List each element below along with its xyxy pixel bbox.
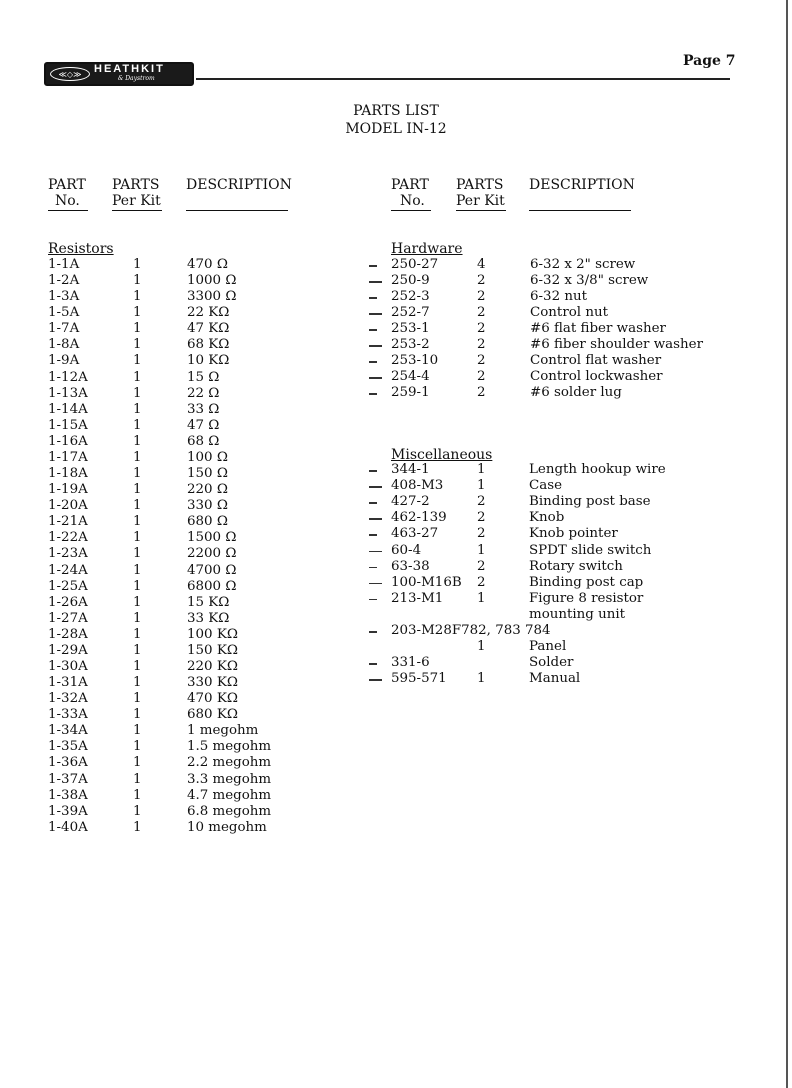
part-number: 1-9A xyxy=(48,353,80,369)
part-number: 1-3A xyxy=(48,289,80,305)
part-number: 1-37A xyxy=(48,771,88,787)
part-number: 1-16A xyxy=(48,433,88,449)
right-header-description: DESCRIPTION xyxy=(529,177,635,193)
description: 1 megohm xyxy=(187,723,259,739)
header-rule xyxy=(196,78,730,80)
description: Length hookup wire xyxy=(529,462,666,477)
part-number: 1-33A xyxy=(48,707,88,723)
description: #6 flat fiber washer xyxy=(530,321,666,336)
check-mark xyxy=(369,534,377,536)
part-number: 1-8A xyxy=(48,337,80,353)
description: 10 KΩ xyxy=(187,353,230,369)
quantity: 1 xyxy=(477,671,486,687)
quantity: 1 xyxy=(133,787,142,803)
part-number: 253-10 xyxy=(391,353,439,368)
check-mark xyxy=(369,583,382,585)
left-header-description-underline xyxy=(186,210,288,211)
quantity: 1 xyxy=(133,610,142,626)
part-number: 408-M3 xyxy=(391,478,444,494)
part-number: 1-28A xyxy=(48,626,88,642)
quantity: 1 xyxy=(133,273,142,289)
part-number: 1-1A xyxy=(48,257,80,272)
logo-subtitle: & Daystrom xyxy=(118,75,155,82)
title-line-2: MODEL IN-12 xyxy=(345,121,447,137)
part-number: 1-5A xyxy=(48,305,80,321)
part-number: 1-26A xyxy=(48,594,88,610)
description: Panel xyxy=(529,639,567,655)
quantity: 1 xyxy=(133,433,142,449)
check-mark xyxy=(369,567,377,569)
part-number: 213-M1 xyxy=(391,590,444,606)
check-mark xyxy=(369,486,382,488)
part-number: 1-34A xyxy=(48,723,88,739)
part-number: 1-7A xyxy=(48,321,80,337)
description: 3300 Ω xyxy=(187,289,237,305)
description: 6-32 x 3/8" screw xyxy=(530,273,649,288)
description: Knob xyxy=(529,510,565,526)
quantity: 1 xyxy=(133,707,142,723)
description: Figure 8 resistor xyxy=(529,590,644,606)
part-number: 1-40A xyxy=(48,819,88,835)
description: 220 Ω xyxy=(187,482,228,498)
check-mark xyxy=(369,663,377,665)
part-number: 250-27 xyxy=(391,257,439,272)
description: 4700 Ω xyxy=(187,562,237,578)
description: 470 KΩ xyxy=(187,691,238,707)
part-number: 1-38A xyxy=(48,787,88,803)
right-header-no-underline xyxy=(391,210,431,211)
part-number: 253-1 xyxy=(391,321,430,336)
section-hardware: Hardware xyxy=(391,241,463,257)
part-number: 1-30A xyxy=(48,659,88,674)
description: Rotary switch xyxy=(529,558,623,574)
quantity: 2 xyxy=(477,353,486,368)
part-number: 252-7 xyxy=(391,305,430,320)
description: 47 Ω xyxy=(187,417,220,433)
quantity: 1 xyxy=(133,498,142,514)
section-resistors: Resistors xyxy=(48,241,114,257)
left-header-per-kit: Per Kit xyxy=(112,193,161,209)
heathkit-logo xyxy=(44,62,194,86)
part-number: 1-19A xyxy=(48,482,88,498)
part-number: 1-31A xyxy=(48,675,88,691)
part-number: 1-18A xyxy=(48,466,88,482)
quantity: 1 xyxy=(133,642,142,658)
check-mark xyxy=(369,393,377,395)
left-header-no: No. xyxy=(55,193,80,209)
description: 68 Ω xyxy=(187,433,220,449)
quantity: 1 xyxy=(133,466,142,482)
description: mounting unit xyxy=(529,606,626,622)
check-mark xyxy=(369,329,377,331)
description: 6-32 nut xyxy=(530,289,587,304)
description: Binding post base xyxy=(529,494,651,510)
description: 220 KΩ xyxy=(187,659,238,674)
quantity: 1 xyxy=(133,819,142,835)
quantity: 1 xyxy=(133,289,142,305)
check-mark xyxy=(369,679,382,681)
quantity: 1 xyxy=(133,723,142,739)
part-number: 331-6 xyxy=(391,655,430,671)
quantity: 1 xyxy=(133,257,142,272)
page-number: Page 7 xyxy=(683,53,736,69)
quantity: 1 xyxy=(477,590,486,606)
part-number: 1-23A xyxy=(48,546,88,562)
check-mark xyxy=(369,265,377,267)
description: 330 KΩ xyxy=(187,675,238,691)
part-number: 1-35A xyxy=(48,739,88,755)
description: 10 megohm xyxy=(187,819,267,835)
part-number: 462-139 xyxy=(391,510,447,526)
description: 470 Ω xyxy=(187,257,228,272)
part-number: 1-32A xyxy=(48,691,88,707)
quantity: 1 xyxy=(133,755,142,771)
part-number: 1-39A xyxy=(48,803,88,819)
quantity: 1 xyxy=(133,546,142,562)
quantity: 1 xyxy=(133,369,142,385)
part-number: 203-M28F782, 783 784 xyxy=(391,623,551,638)
part-number: 60-4 xyxy=(391,542,422,558)
part-number: 344-1 xyxy=(391,462,430,477)
check-mark xyxy=(369,551,382,553)
left-header-part: PART xyxy=(48,177,86,193)
part-number: 250-9 xyxy=(391,273,430,288)
quantity: 1 xyxy=(133,337,142,353)
description: 15 Ω xyxy=(187,369,220,385)
quantity: 1 xyxy=(133,691,142,707)
quantity: 1 xyxy=(133,385,142,401)
part-number: 1-27A xyxy=(48,610,88,626)
part-number: 595-571 xyxy=(391,671,447,687)
left-header-description: DESCRIPTION xyxy=(186,177,292,193)
part-number: 259-1 xyxy=(391,385,430,400)
description: Knob pointer xyxy=(529,526,618,542)
check-mark xyxy=(369,518,382,520)
part-number: 1-14A xyxy=(48,401,88,417)
quantity: 1 xyxy=(133,562,142,578)
part-number: 1-12A xyxy=(48,369,88,385)
quantity: 2 xyxy=(477,385,486,400)
description: #6 solder lug xyxy=(530,385,622,400)
description: 1.5 megohm xyxy=(187,739,272,755)
check-mark xyxy=(369,345,382,347)
part-number: 1-13A xyxy=(48,385,88,401)
quantity: 1 xyxy=(133,401,142,417)
quantity: 2 xyxy=(477,369,486,384)
quantity: 1 xyxy=(133,803,142,819)
part-number: 1-25A xyxy=(48,578,88,594)
right-header-per-kit-underline xyxy=(456,210,506,211)
description: 22 Ω xyxy=(187,385,220,401)
quantity: 1 xyxy=(133,321,142,337)
right-header-description-underline xyxy=(529,210,631,211)
description: 6800 Ω xyxy=(187,578,237,594)
description: Solder xyxy=(529,655,574,671)
right-header-part: PART xyxy=(391,177,429,193)
title-line-1: PARTS LIST xyxy=(353,103,439,119)
check-mark xyxy=(369,297,377,299)
description: 33 Ω xyxy=(187,401,220,417)
description: Control lockwasher xyxy=(530,369,663,384)
quantity: 2 xyxy=(477,526,486,542)
quantity: 1 xyxy=(133,739,142,755)
quantity: 4 xyxy=(477,257,486,272)
quantity: 2 xyxy=(477,289,486,304)
quantity: 1 xyxy=(133,514,142,530)
check-mark xyxy=(369,281,382,283)
description: 330 Ω xyxy=(187,498,228,514)
quantity: 1 xyxy=(133,675,142,691)
part-number: 1-15A xyxy=(48,417,88,433)
part-number: 254-4 xyxy=(391,369,430,384)
description: 1500 Ω xyxy=(187,530,237,546)
part-number: 1-24A xyxy=(48,562,88,578)
quantity: 1 xyxy=(133,482,142,498)
quantity: 1 xyxy=(133,659,142,674)
quantity: 1 xyxy=(133,449,142,465)
quantity: 1 xyxy=(133,594,142,610)
part-number: 100-M16B xyxy=(391,574,462,590)
check-mark xyxy=(369,313,382,315)
right-header-parts: PARTS xyxy=(456,177,504,193)
description: Control nut xyxy=(530,305,608,320)
part-number: 253-2 xyxy=(391,337,430,352)
left-header-parts: PARTS xyxy=(112,177,160,193)
part-number: 1-2A xyxy=(48,273,80,289)
quantity: 2 xyxy=(477,494,486,510)
right-margin-rule xyxy=(786,0,788,1088)
quantity: 1 xyxy=(133,578,142,594)
quantity: 2 xyxy=(477,558,486,574)
check-mark xyxy=(369,599,377,601)
description: Case xyxy=(529,478,563,494)
quantity: 1 xyxy=(477,462,486,477)
quantity: 1 xyxy=(477,478,486,494)
quantity: 2 xyxy=(477,321,486,336)
description: 2200 Ω xyxy=(187,546,237,562)
section-miscellaneous: Miscellaneous xyxy=(391,447,493,463)
part-number: 1-36A xyxy=(48,755,88,771)
left-header-no-underline xyxy=(48,210,88,211)
description: 33 KΩ xyxy=(187,610,230,626)
description: 22 KΩ xyxy=(187,305,230,321)
description: 15 KΩ xyxy=(187,594,230,610)
quantity: 1 xyxy=(133,417,142,433)
part-number: 1-22A xyxy=(48,530,88,546)
check-mark xyxy=(369,502,377,504)
description: 6-32 x 2" screw xyxy=(530,257,636,272)
quantity: 2 xyxy=(477,273,486,288)
right-header-no: No. xyxy=(400,193,425,209)
description: 100 Ω xyxy=(187,449,228,465)
quantity: 2 xyxy=(477,337,486,352)
description: 3.3 megohm xyxy=(187,771,272,787)
description: 100 KΩ xyxy=(187,626,238,642)
description: 150 KΩ xyxy=(187,642,238,658)
description: 680 KΩ xyxy=(187,707,238,723)
quantity: 2 xyxy=(477,574,486,590)
quantity: 1 xyxy=(477,639,486,655)
quantity: 1 xyxy=(133,530,142,546)
description: 68 KΩ xyxy=(187,337,230,353)
check-mark xyxy=(369,470,377,472)
description: 1000 Ω xyxy=(187,273,237,289)
part-number: 63-38 xyxy=(391,558,430,574)
description: 6.8 megohm xyxy=(187,803,272,819)
check-mark xyxy=(369,377,382,379)
part-number: 463-27 xyxy=(391,526,439,542)
part-number: 252-3 xyxy=(391,289,430,304)
description: 4.7 megohm xyxy=(187,787,272,803)
quantity: 2 xyxy=(477,305,486,320)
part-number: 1-21A xyxy=(48,514,88,530)
quantity: 2 xyxy=(477,510,486,526)
quantity: 1 xyxy=(133,353,142,369)
right-header-per-kit: Per Kit xyxy=(456,193,505,209)
logo-brand: HEATHKIT xyxy=(94,63,165,75)
description: Binding post cap xyxy=(529,574,644,590)
description: 680 Ω xyxy=(187,514,228,530)
part-number: 427-2 xyxy=(391,494,430,510)
quantity: 1 xyxy=(477,542,486,558)
description: Control flat washer xyxy=(530,353,662,368)
logo-mark-icon: ≪◇≫ xyxy=(50,67,90,81)
page-title xyxy=(0,102,792,138)
quantity: 1 xyxy=(133,626,142,642)
part-number: 1-29A xyxy=(48,642,88,658)
description: 150 Ω xyxy=(187,466,228,482)
check-mark xyxy=(369,361,377,363)
description: #6 fiber shoulder washer xyxy=(530,337,703,352)
description: 47 KΩ xyxy=(187,321,230,337)
description: Manual xyxy=(529,671,581,687)
part-number: 1-20A xyxy=(48,498,88,514)
quantity: 1 xyxy=(133,771,142,787)
check-mark xyxy=(369,631,377,633)
description: 2.2 megohm xyxy=(187,755,272,771)
quantity: 1 xyxy=(133,305,142,321)
description: SPDT slide switch xyxy=(529,542,652,558)
part-number: 1-17A xyxy=(48,449,88,465)
left-header-per-kit-underline xyxy=(112,210,162,211)
